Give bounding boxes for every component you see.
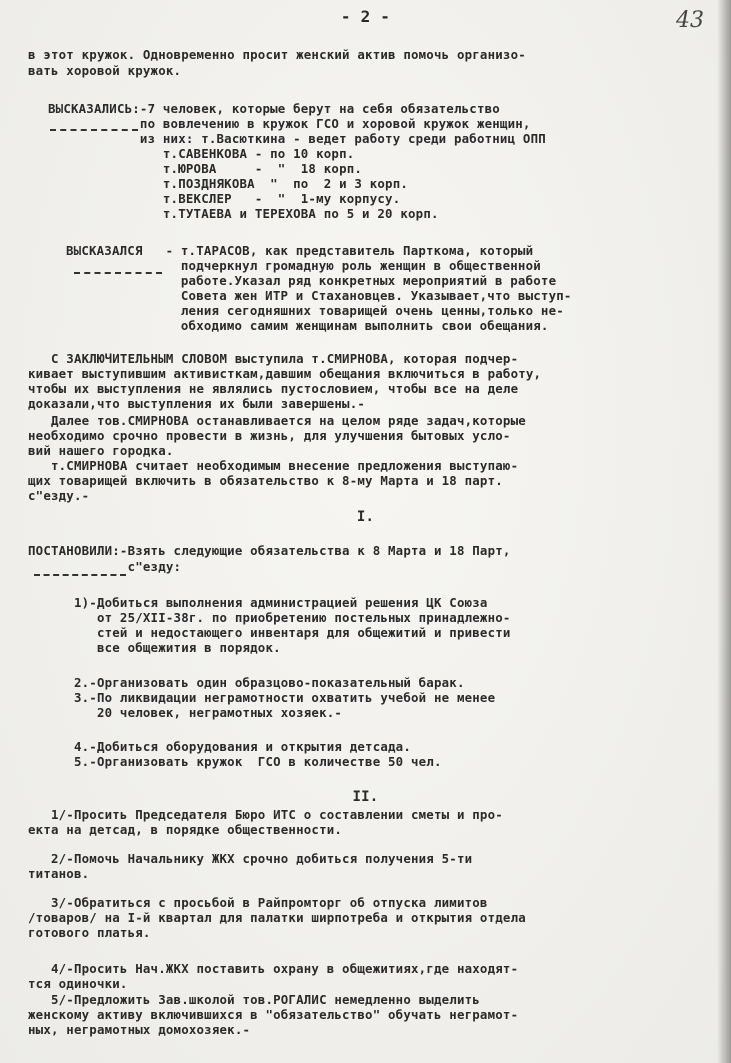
text-line: С ЗАКЛЮЧИТЕЛЬНЫМ СЛОВОМ выступила т.СМИРНОВА, которая подчер- [28,351,519,366]
text-line: 2/-Помочь Начальнику ЖКХ срочно добиться получения 5-ти [28,851,473,866]
text-line: /товаров/ на I-й квартал для палатки ширпотреба и открытия отдела [28,910,526,925]
text-line: ВЫСКАЗАЛСЯ - т.ТАРАСОВ, как представитель Парткома, который [66,243,534,258]
text-line: Далее тов.СМИРНОВА останавливается на целом ряде задач,которые [28,413,526,428]
page-number: - 2 - [340,7,391,26]
text-line: ПОСТАНОВИЛИ:-Взять следующие обязательства к 8 Марта и 18 Парт, [28,543,511,558]
text-line: стей и недостающего инвентаря для общежитий и привести [28,625,511,640]
text-line: женскому активу включившихся в "обязательство" обучать неграмот- [28,1007,519,1022]
text-line: щих товарищей включить в обязательство к 8-му Марта и 18 парт. [28,473,503,488]
text-line: в этот кружок. Одновременно просит женский актив помочь организо- [28,47,526,62]
text-line: титанов. [28,866,90,881]
text-line: от 25/XII-38г. по приобретению постельных принадлежно- [28,610,511,625]
label-underline [34,574,126,576]
text-line: 2.-Организовать один образцово-показательный барак. [28,675,465,690]
text-line: 5/-Предложить Зав.школой тов.РОГАЛИС немедленно выделить [28,992,480,1007]
text-line: т.ТУТАЕВА и ТЕРЕХОВА по 5 и 20 корп. [48,206,439,221]
text-line: ных, неграмотных домохозяек.- [28,1022,251,1037]
text-line: екта на детсад, в порядке общественности. [28,822,343,837]
text-line: с"езду: [28,559,182,574]
text-line: 20 человек, неграмотных хозяек.- [28,705,343,720]
text-line: вать хоровой кружок. [28,63,182,78]
text-line: с"езду.- [28,488,90,503]
text-line: необходимо срочно провести в жизнь, для улучшения бытовых усло- [28,428,511,443]
text-line: т.ПОЗДНЯКОВА " по 2 и 3 корп. [48,176,409,191]
text-line: т.ВЕКСЛЕР - " 1-му корпусу. [48,191,401,206]
text-line: кивает выступившим активисткам,давшим обещания включиться в работу, [28,366,542,381]
text-line: из них: т.Васюткина - ведет работу среди работниц ОПП [48,131,546,146]
text-line: 5.-Организовать кружок ГСО в количестве 50 чел. [28,754,442,769]
text-line: готового платья. [28,925,151,940]
section-number-one: I. [356,509,375,525]
text-line: подчеркнул громадную роль женщин в общественной [66,258,541,273]
archive-folio-number: 43 [676,8,704,33]
text-line: чтобы их выступления не являлись пустословием, чтобы все на деле [28,381,519,396]
text-line: обходимо самим женщинам выполнить свои обещания. [66,318,549,333]
page-edge-shadow [717,0,731,1063]
text-line: работе.Указал ряд конкретных мероприятий в работе [66,273,557,288]
text-line: все общежития в порядок. [28,640,281,655]
text-line: ВЫСКАЗАЛИСЬ:-7 человек, которые берут на себя обязательство [48,101,500,116]
section-number-two: II. [352,789,379,805]
text-line: 3.-По ликвидации неграмотности охватить учебой не менее [28,690,496,705]
text-line: ления сегодняшних товарищей очень ценны,только не- [66,303,564,318]
text-line: Совета жен ИТР и Стахановцев. Указывает,что выступ- [66,288,572,303]
text-line: т.СМИРНОВА считает необходимым внесение предложения выступаю- [28,458,519,473]
text-line: 1)-Добиться выполнения администрацией решения ЦК Союза [28,595,488,610]
text-line: доказали,что выступления их были завершены.- [28,396,366,411]
text-line: т.САВЕНКОВА - по 10 корп. [48,146,355,161]
text-line: 4.-Добиться оборудования и открытия детсада. [28,739,411,754]
text-line: 1/-Просить Председателя Бюро ИТС о составлении сметы и про- [28,807,503,822]
text-line: 4/-Просить Нач.ЖКХ поставить охрану в общежитиях,где находят- [28,961,519,976]
text-line: т.ЮРОВА - " 18 корп. [48,161,363,176]
text-line: по вовлечению в кружок ГСО и хоровой кружок женщин, [48,116,531,131]
text-line: 3/-Обратиться с просьбой в Райпромторг об отпуска лимитов [28,895,488,910]
text-line: вий нашего городка. [28,443,174,458]
text-line: тся одиночки. [28,976,128,991]
